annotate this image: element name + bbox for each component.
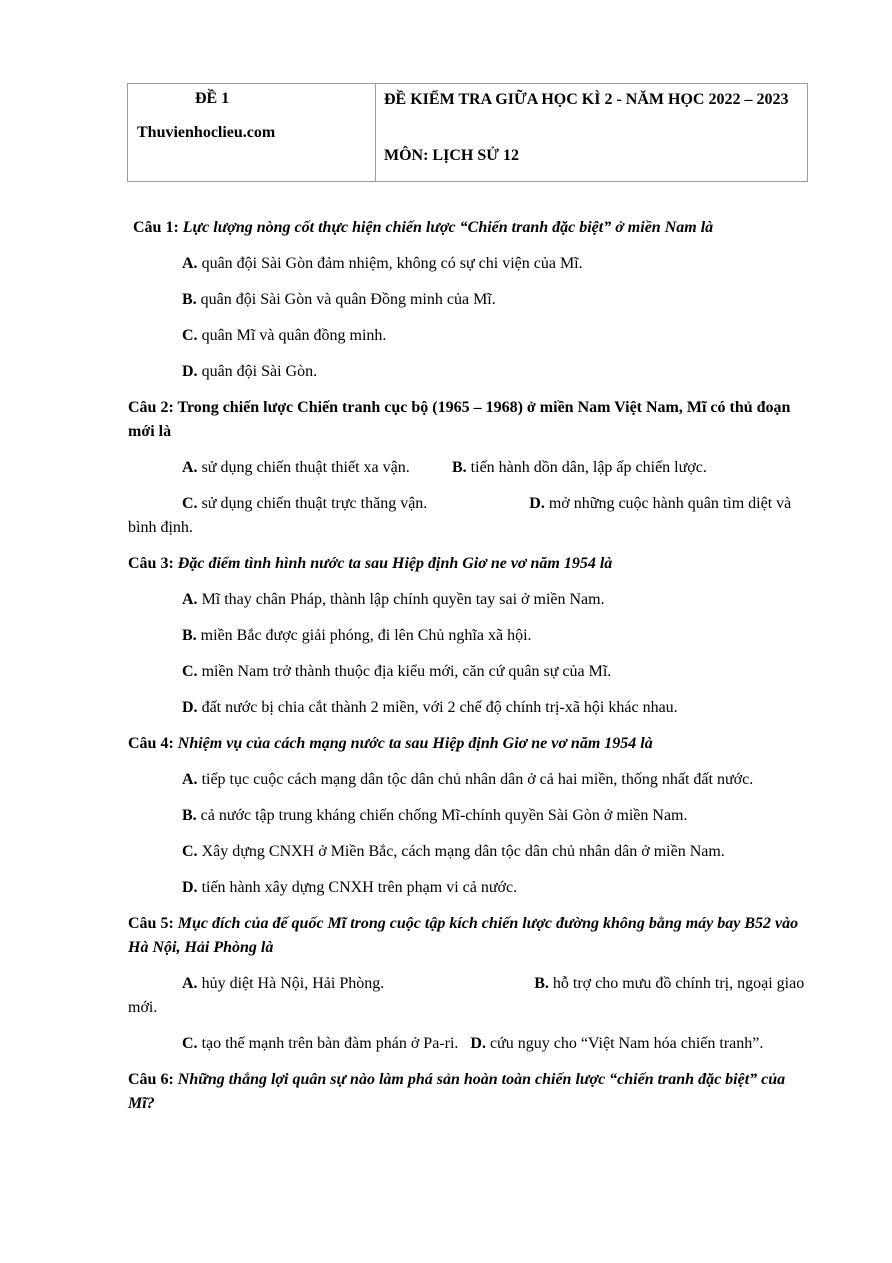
option-key: A. <box>182 975 198 992</box>
option-1d <box>128 360 808 384</box>
option-2b <box>452 456 707 480</box>
option-text: cả nước tập trung kháng chiến chống Mĩ-chính quyền Sài Gòn ở miền Nam. <box>200 807 688 824</box>
site-name: Thuvienhoclieu.com <box>137 124 276 141</box>
option-2a <box>128 456 452 480</box>
option-text: tiến hành dồn dân, lập ấp chiến lược. <box>470 459 707 476</box>
question-text: Lực lượng nòng cốt thực hiện chiến lược “Chiến tranh đặc biệt” ở miền Nam là <box>182 219 714 236</box>
option-3d <box>128 696 808 720</box>
option-text: quân đội Sài Gòn và quân Đồng minh của Mĩ. <box>200 291 496 308</box>
question-label: Câu 4: <box>128 735 174 752</box>
option-key: C. <box>182 663 198 680</box>
option-text: miền Nam trở thành thuộc địa kiểu mới, căn cứ quân sự của Mĩ. <box>201 663 612 680</box>
option-key: C. <box>182 495 198 512</box>
exam-title: ĐỀ KIỂM TRA GIỮA HỌC KÌ 2 - NĂM HỌC 2022 – 2023 <box>384 91 789 108</box>
header-right-cell <box>376 84 807 181</box>
option-3b <box>128 624 808 648</box>
header-left-cell <box>128 84 376 181</box>
option-row-2ab <box>128 456 808 480</box>
question-2 <box>128 396 808 444</box>
option-text: Mĩ thay chân Pháp, thành lập chính quyền tay sai ở miền Nam. <box>201 591 605 608</box>
option-key: D. <box>529 495 545 512</box>
option-text: quân đội Sài Gòn đảm nhiệm, không có sự chi viện của Mĩ. <box>201 255 583 272</box>
option-text: cứu nguy cho “Việt Nam hóa chiến tranh”. <box>489 1035 764 1052</box>
question-text: Nhiệm vụ của cách mạng nước ta sau Hiệp định Giơ ne vơ năm 1954 là <box>177 735 653 752</box>
option-key: D. <box>470 1035 486 1052</box>
option-key: A. <box>182 459 198 476</box>
option-key: D. <box>182 879 198 896</box>
question-label: Câu 1: <box>133 219 179 236</box>
option-text: tiếp tục cuộc cách mạng dân tộc dân chủ nhân dân ở cả hai miền, thống nhất đất nước. <box>201 771 754 788</box>
option-4c <box>128 840 808 864</box>
question-6 <box>128 1068 808 1116</box>
option-key: D. <box>182 699 198 716</box>
header-table <box>127 83 808 182</box>
question-1 <box>133 216 808 240</box>
option-key: D. <box>182 363 198 380</box>
question-5 <box>128 912 808 960</box>
option-text: sử dụng chiến thuật thiết xa vận. <box>201 459 410 476</box>
option-text: Xây dựng CNXH ở Miền Bắc, cách mạng dân tộc dân chủ nhân dân ở miền Nam. <box>201 843 725 860</box>
option-key: A. <box>182 255 198 272</box>
option-key: C. <box>182 1035 198 1052</box>
option-key: B. <box>182 807 197 824</box>
option-key: C. <box>182 843 198 860</box>
question-text: Những thắng lợi quân sự nào làm phá sản hoàn toàn chiến lược “chiến tranh đặc biệt” của Mĩ? <box>128 1071 786 1112</box>
option-text: mở những cuộc hành quân tìm diệt và bình định. <box>128 495 792 536</box>
option-key: B. <box>182 291 197 308</box>
question-label: Câu 6: <box>128 1071 174 1088</box>
question-3 <box>128 552 808 576</box>
option-3c <box>128 660 808 684</box>
question-label: Câu 2: <box>128 399 174 416</box>
option-4a <box>128 768 808 792</box>
option-text: sử dụng chiến thuật trực thăng vận. <box>201 495 428 512</box>
option-text: hỗ trợ cho mưu đồ chính trị, ngoại giao mới. <box>128 975 805 1016</box>
question-4 <box>128 732 808 756</box>
question-list <box>128 216 808 1116</box>
option-key: B. <box>182 627 197 644</box>
option-key: B. <box>534 975 549 992</box>
option-text: quân đội Sài Gòn. <box>201 363 318 380</box>
option-key: A. <box>182 771 198 788</box>
question-text: Trong chiến lược Chiến tranh cục bộ (1965 – 1968) ở miền Nam Việt Nam, Mĩ có thủ đoạn mới là <box>128 399 791 440</box>
question-text: Mục đích của đế quốc Mĩ trong cuộc tập kích chiến lược đường không bằng máy bay B52 vào Hà Nội, Hải Phòng là <box>128 915 799 956</box>
option-key: C. <box>182 327 198 344</box>
question-label: Câu 5: <box>128 915 174 932</box>
option-5cd <box>128 1032 808 1056</box>
exam-subject: MÔN: LỊCH SỬ 12 <box>384 147 519 164</box>
option-text: quân Mĩ và quân đồng minh. <box>201 327 387 344</box>
option-5ab <box>128 972 808 1020</box>
option-text: hủy diệt Hà Nội, Hải Phòng. <box>201 975 385 992</box>
option-4d <box>128 876 808 900</box>
option-text: tạo thế mạnh trên bàn đàm phán ở Pa-ri. <box>201 1035 459 1052</box>
exam-code: ĐỀ 1 <box>195 90 230 107</box>
option-3a <box>128 588 808 612</box>
option-1b <box>128 288 808 312</box>
option-key: B. <box>452 459 467 476</box>
question-text: Đặc điểm tình hình nước ta sau Hiệp định Giơ ne vơ năm 1954 là <box>177 555 613 572</box>
question-label: Câu 3: <box>128 555 174 572</box>
option-text: miền Bắc được giải phóng, đi lên Chủ nghĩa xã hội. <box>200 627 532 644</box>
option-text: tiến hành xây dựng CNXH trên phạm vi cả nước. <box>201 879 518 896</box>
option-text: đất nước bị chia cắt thành 2 miền, với 2 chế độ chính trị-xã hội khác nhau. <box>201 699 678 716</box>
option-2cd <box>128 492 808 540</box>
option-key: A. <box>182 591 198 608</box>
option-1c <box>128 324 808 348</box>
option-4b <box>128 804 808 828</box>
option-1a <box>128 252 808 276</box>
